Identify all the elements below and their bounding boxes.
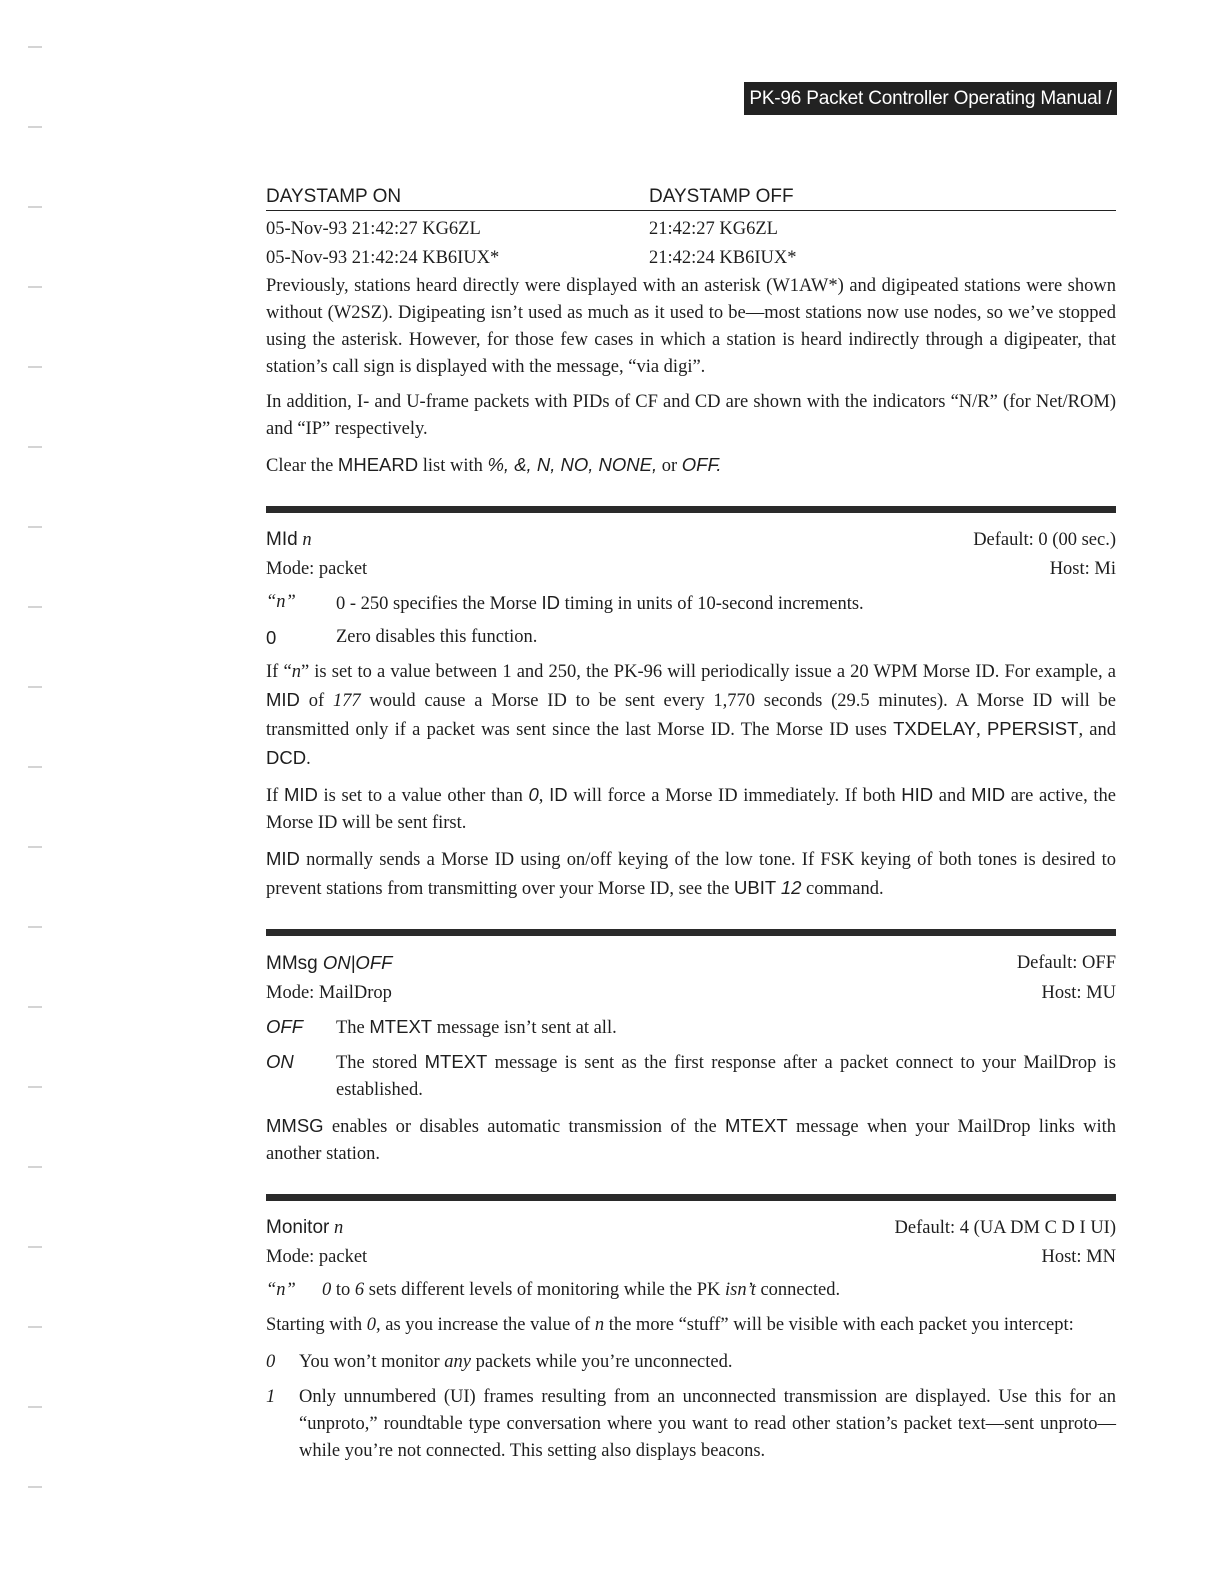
text: connected. (755, 1280, 841, 1300)
command-ref: ID (541, 592, 561, 613)
mid-mode-row (266, 555, 1116, 583)
command-host: Host: MN (1041, 1247, 1116, 1267)
margin-tick (28, 1246, 42, 1248)
command-ref: ID (549, 784, 568, 805)
table-row (266, 211, 1116, 240)
text: isn’t (725, 1280, 756, 1300)
text: sets different levels of monitoring while the PK (364, 1280, 725, 1300)
text: the more “stuff” will be visible with each packet you intercept: (604, 1315, 1074, 1335)
mid-paragraph-1 (266, 659, 1116, 773)
text: n (291, 662, 301, 682)
mid-heading (266, 525, 1116, 555)
param-desc (336, 1048, 1116, 1104)
margin-tick (28, 606, 42, 608)
command-arg: n (329, 1218, 344, 1238)
margin-tick (28, 926, 42, 928)
command-ref: MTEXT (724, 1115, 788, 1136)
command-ref: DCD (266, 747, 307, 768)
margin-tick (28, 1166, 42, 1168)
margin-tick (28, 126, 42, 128)
command-ref: MTEXT (369, 1016, 433, 1037)
margin-tick (28, 846, 42, 848)
monitor-section (266, 1213, 1116, 1465)
command-ref: HID (901, 784, 934, 805)
command-default: Default: OFF (1016, 953, 1116, 973)
margin-tick (28, 686, 42, 688)
text: n (594, 1315, 605, 1335)
margin-tick (28, 766, 42, 768)
command-ref: PPERSIST (986, 718, 1079, 739)
command-ref: MID (266, 689, 300, 710)
param-key: “n” (266, 592, 296, 612)
command-host: Host: Mi (1049, 559, 1116, 579)
argument-ref: OFF. (681, 454, 722, 475)
daystamp-on-cell: 05-Nov-93 21:42:24 KB6IUX* (266, 248, 500, 268)
command-ref: MHEARD (337, 454, 419, 475)
daystamp-on-header: DAYSTAMP ON (266, 186, 402, 207)
command-arg: n (297, 530, 312, 550)
text: packets while you’re unconnected. (471, 1352, 733, 1372)
text: enables or disables automatic transmission of the (323, 1117, 725, 1137)
text: are active, the Morse ID will be sent first. (266, 786, 1116, 833)
text: Starting with (266, 1315, 367, 1335)
text: . (306, 749, 311, 769)
command-mode: Mode: MailDrop (266, 983, 392, 1003)
header-title: PK-96 Packet Controller Operating Manual / (749, 88, 1112, 109)
section-rule (266, 929, 1116, 936)
mid-section (266, 525, 1116, 903)
text: 0 - 250 specifies the Morse (336, 594, 542, 614)
command-default: Default: 4 (UA DM C D I UI) (894, 1218, 1116, 1238)
command-ref: MID (266, 848, 300, 869)
command-name: MId (266, 529, 298, 550)
mmsg-mode-row (266, 979, 1116, 1007)
text: will force a Morse ID immediately. If both (567, 786, 902, 806)
text: The stored (336, 1053, 425, 1073)
param-row (266, 1013, 1116, 1042)
monitor-paragraph-1 (266, 1312, 1116, 1339)
text: message when your MailDrop links with another station. (266, 1117, 1116, 1164)
text: The (336, 1018, 370, 1038)
text: normally sends a Morse ID using on/off keying of the low tone. If FSK keying of both tones is desired to prevent stations from transmitting over your Morse ID, see the (266, 850, 1116, 899)
text: 0 (322, 1280, 332, 1300)
command-arg: ON|OFF (317, 952, 393, 973)
command-ref: MMSG (266, 1115, 324, 1136)
param-row (266, 1277, 1116, 1304)
param-row (266, 589, 1116, 618)
list-desc (299, 1349, 1116, 1376)
text: , as you increase the value of (375, 1315, 595, 1335)
list-item (266, 1349, 1116, 1376)
text: , (976, 720, 987, 740)
intro-paragraph-3 (266, 451, 1116, 480)
margin-tick (28, 446, 42, 448)
section-rule (266, 1194, 1116, 1201)
mmsg-section (266, 948, 1116, 1168)
text: You won’t monitor (299, 1352, 445, 1372)
margin-tick (28, 46, 42, 48)
intro-paragraph-2: In addition, I- and U-frame packets with PIDs of CF and CD are shown with the indicators “N/R” (for Net/ROM) and “IP” respectively. (266, 392, 1116, 439)
command-ref: TXDELAY (893, 718, 977, 739)
text: , (538, 786, 550, 806)
param-desc (322, 1277, 1116, 1304)
text: command. (801, 879, 884, 899)
text: If “ (266, 662, 292, 682)
param-desc: Zero disables this function. (336, 627, 538, 647)
text: and (933, 786, 972, 806)
text: of (299, 691, 333, 711)
text: 177 (332, 691, 361, 711)
table-row (266, 240, 1116, 269)
daystamp-table (266, 180, 1116, 269)
mmsg-paragraph (266, 1112, 1116, 1168)
command-ref: MID (971, 784, 1006, 805)
margin-tick (28, 286, 42, 288)
command-default: Default: 0 (00 sec.) (973, 530, 1116, 550)
command-mode: Mode: packet (266, 559, 368, 579)
page-body (266, 180, 1116, 1465)
monitor-mode-row (266, 1243, 1116, 1271)
text: message is sent as the first response after a packet connect to your MailDrop is established. (336, 1053, 1116, 1100)
margin-tick (28, 526, 42, 528)
param-key: 0 (266, 627, 277, 648)
text: ” is set to a value between 1 and 250, the PK-96 will periodically issue a 20 WPM Morse ID. For example, a (300, 662, 1116, 682)
param-row (266, 1048, 1116, 1104)
margin-tick (28, 1326, 42, 1328)
text: 6 (354, 1280, 365, 1300)
text: is set to a value other than (317, 786, 529, 806)
command-mode: Mode: packet (266, 1247, 368, 1267)
list-key: 1 (266, 1387, 276, 1407)
command-ref: MTEXT (424, 1051, 488, 1072)
margin-tick (28, 1406, 42, 1408)
text: 0 (528, 784, 539, 805)
param-key: OFF (266, 1016, 303, 1037)
monitor-heading (266, 1213, 1116, 1243)
text: any (444, 1352, 472, 1372)
daystamp-off-header: DAYSTAMP OFF (649, 186, 794, 207)
mmsg-heading (266, 948, 1116, 979)
margin-tick (28, 1486, 42, 1488)
page-number: 61 (920, 121, 941, 142)
text: 0 (366, 1315, 376, 1335)
param-key: ON (266, 1051, 294, 1072)
text: list with (418, 456, 488, 476)
text: , and (1078, 720, 1117, 740)
param-key: “n” (266, 1280, 296, 1300)
daystamp-off-cell: 21:42:24 KB6IUX* (649, 248, 797, 268)
mid-paragraph-3 (266, 845, 1116, 903)
margin-tick (28, 1086, 42, 1088)
running-header (744, 82, 1117, 142)
list-key: 0 (266, 1352, 276, 1372)
text: 12 (780, 877, 802, 898)
list-desc: Only unnumbered (UI) frames resulting from an unconnected transmission are displayed. Use this for an “unproto,” roundtable type conversation where you want to read other station’s packet text—sent unproto—while you’re not connected. This setting also displays beacons. (299, 1387, 1116, 1461)
margin-tick (28, 366, 42, 368)
param-row (266, 624, 1116, 651)
intro-paragraph-1: Previously, stations heard directly were displayed with an asterisk (W1AW*) and digipeated stations were shown without (W2SZ). Digipeating isn’t used as much as it used to be—most stations now use nodes, so we’ve stopped using the asterisk. However, for those few cases in which a station is heard indirectly through a digipeater, that station’s call sign is displayed with the message, “via digi”. (266, 276, 1116, 377)
list-item (266, 1384, 1116, 1465)
text: If (266, 786, 284, 806)
command-host: Host: MU (1041, 983, 1116, 1003)
daystamp-table-header (266, 180, 1116, 211)
text: message isn’t sent at all. (432, 1018, 617, 1038)
param-desc (336, 1013, 1116, 1042)
command-ref: UBIT (734, 877, 777, 898)
daystamp-off-cell: 21:42:27 KG6ZL (649, 219, 778, 239)
text: would cause a Morse ID to be sent every 1,770 seconds (29.5 minutes). A Morse ID will be transmitted only if a packet was sent since the last Morse ID. The Morse ID uses (266, 691, 1116, 740)
margin-tick (28, 1006, 42, 1008)
text: or (657, 456, 682, 476)
section-rule (266, 506, 1116, 513)
param-desc (336, 589, 1116, 618)
daystamp-on-cell: 05-Nov-93 21:42:27 KG6ZL (266, 219, 481, 239)
text: timing in units of 10-second increments. (560, 594, 864, 614)
text: to (331, 1280, 355, 1300)
mid-paragraph-2 (266, 781, 1116, 837)
argument-ref: %, &, N, NO, NONE, (487, 454, 658, 475)
text: Clear the (266, 456, 338, 476)
command-name: MMsg (266, 953, 318, 974)
command-ref: MID (283, 784, 318, 805)
margin-tick (28, 206, 42, 208)
command-name: Monitor (266, 1217, 330, 1238)
